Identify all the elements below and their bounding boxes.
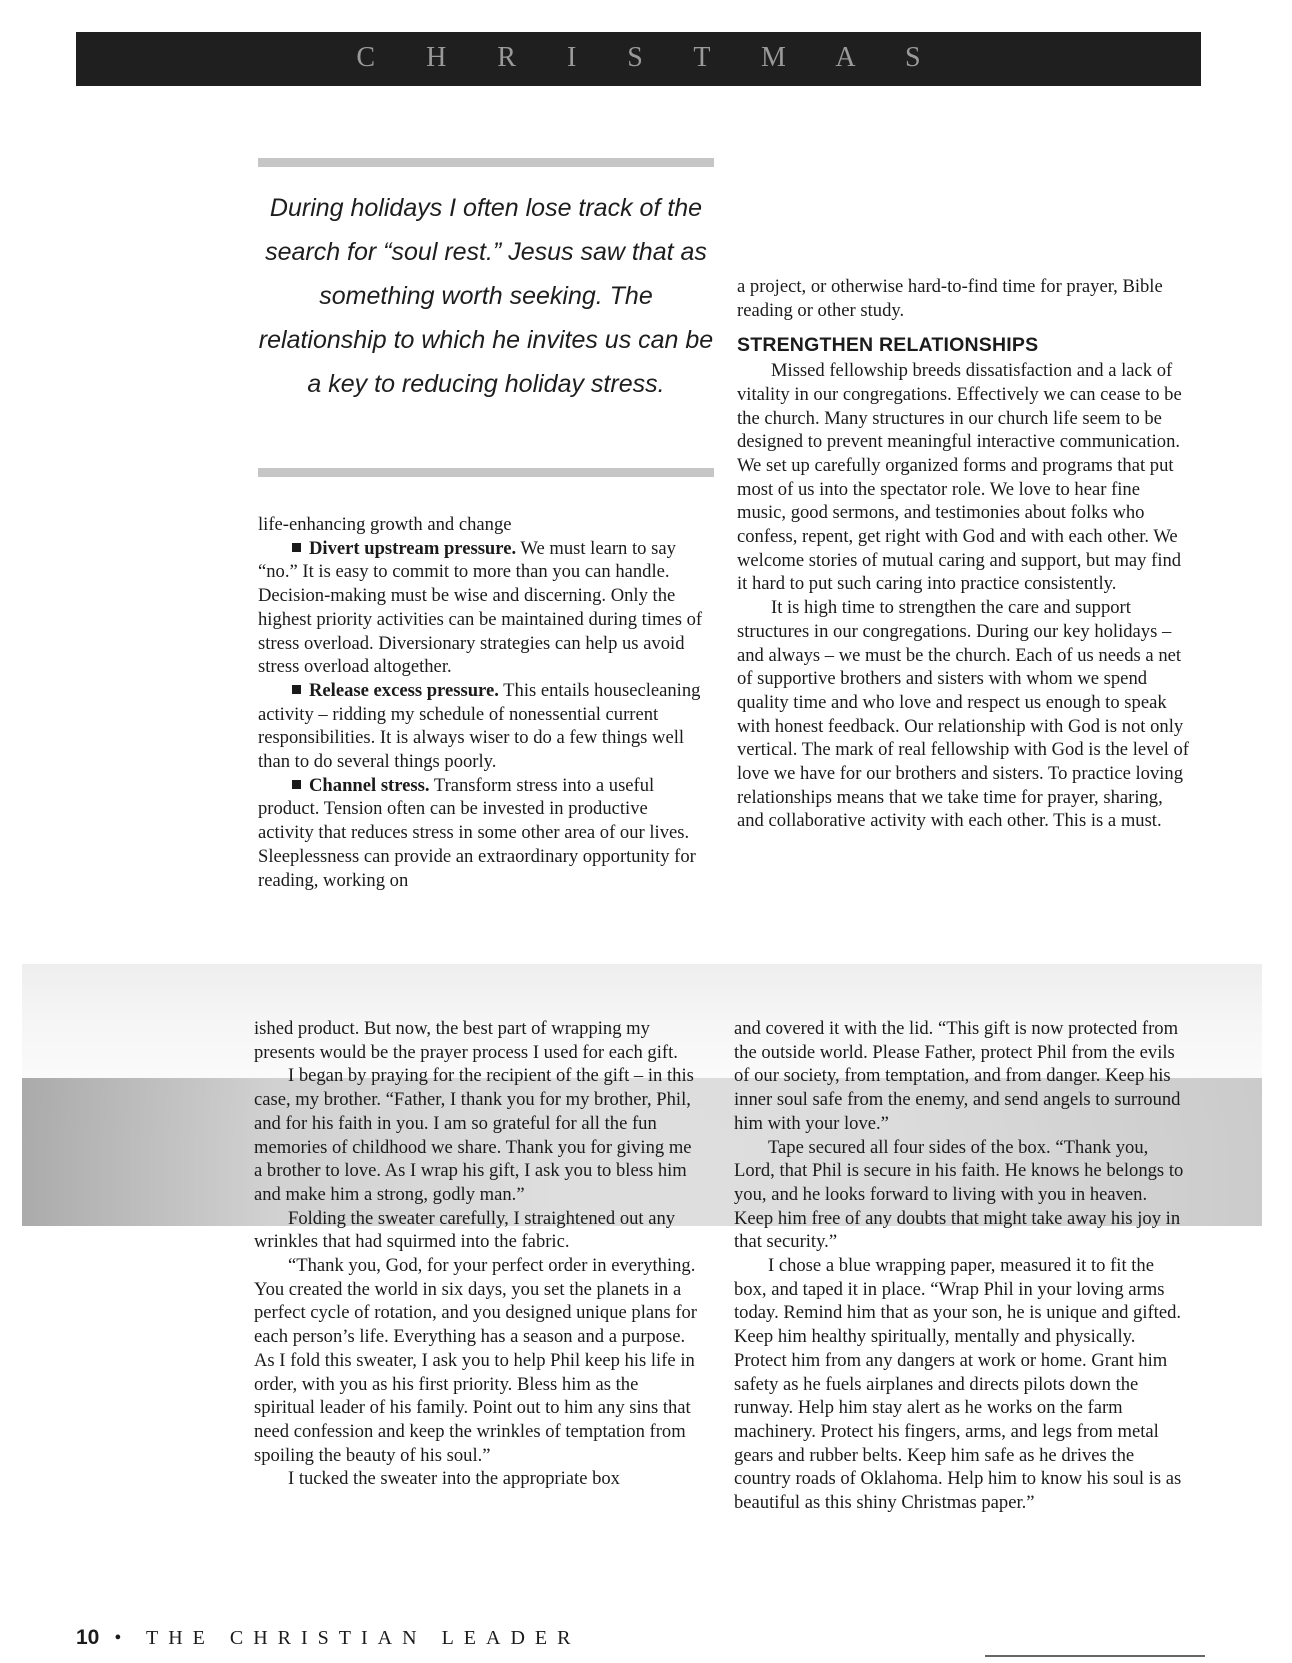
page-number: 10 <box>76 1626 100 1649</box>
footer-rule <box>985 1655 1205 1657</box>
square-bullet-icon <box>292 685 301 694</box>
bullet-text: This entails housecleaning activity – ridding my schedule of nonessential current responsibilities. It is always wiser to do a few things well than to do several things poorly. <box>258 679 701 773</box>
section-banner <box>76 32 1201 86</box>
bullet-divert <box>258 537 704 679</box>
section-heading: STRENGTHEN RELATIONSHIPS <box>737 334 1039 357</box>
paragraph: and covered it with the lid. “This gift is now protected from the outside world. Please Father, protect Phil from the evils of our society, from temptation, and from danger. Keep his inner soul safe from the enemy, and send angels to surround him with your love.” <box>734 1018 1181 1134</box>
footer-separator: • <box>114 1627 132 1649</box>
bullet-label: Channel stress. <box>309 774 430 796</box>
paragraph: I chose a blue wrapping paper, measured it to fit the box, and taped it in place. “Wrap Phil in your loving arms today. Remind him that as your son, he is unique and gifted. Keep him healthy spiritually, mentally and physically. Protect him from any dangers at work or home. Grant him safety as he fuels airplanes and directs pilots down the runway. Help him stay alert as he works on the farm machinery. Protect his fingers, arms, and legs from metal gears and rubber belts. Keep him safe as he drives the country roads of Oklahoma. Help him to know his soul is as beautiful as this shiny Christmas paper.” <box>734 1255 1182 1514</box>
bullet-release <box>258 679 704 774</box>
bullet-label: Release excess pressure. <box>309 679 499 701</box>
paragraph: life-enhancing growth and change <box>258 514 512 535</box>
bullet-label: Divert upstream pressure. <box>309 537 517 559</box>
upper-left-column <box>258 513 704 892</box>
paragraph: I began by praying for the recipient of the gift – in this case, my brother. “Father, I thank you for my brother, Phil, and for his faith in you. I am so grateful for all the fun memories of childhood we share. Thank you for giving me a brother to love. As I wrap his gift, I ask you to bless him and make him a strong, godly man.” <box>254 1065 694 1205</box>
lower-left-column <box>254 1017 700 1491</box>
paragraph: Missed fellowship breeds dissatisfaction and a lack of vitality in our congregations. Effectively we can cease to be the church. Many structures in our church life seem to be designed to prevent meaningful interactive communication. We set up carefully organized forms and programs that put most of us into the spectator role. We love to hear fine music, good sermons, and testimonies about folks who confess, repent, get right with God and with each other. We welcome stories of mutual caring and support, but may find it hard to put such caring into practice consistently. <box>737 360 1182 595</box>
pullquote: During holidays I often lose track of the search for “soul rest.” Jesus saw that as something worth seeking. The relationship to which he invites us can be a key to reducing holiday stress. <box>258 194 714 398</box>
section-title: C H R I S T M A S <box>356 42 943 73</box>
square-bullet-icon <box>292 780 301 789</box>
paragraph: Folding the sweater carefully, I straightened out any wrinkles that had squirmed into the fabric. <box>254 1207 676 1253</box>
paragraph: “Thank you, God, for your perfect order in everything. You created the world in six days, you set the planets in a perfect cycle of rotation, and you designed unique plans for each person’s life. Everything has a season and a purpose. As I fold this sweater, I ask you to help Phil keep his life in order, with you as his first priority. Bless him as the spiritual leader of his family. Point out to him any sins that need confession and keep the wrinkles of temptation from spoiling the beauty of his soul.” <box>254 1255 697 1466</box>
paragraph: ished product. But now, the best part of wrapping my presents would be the prayer process I used for each gift. <box>254 1018 678 1063</box>
bullet-text: Transform stress into a useful product. Tension often can be invested in productive activity that reduces stress in some other area of our lives. Sleeplessness can provide an extraordinary opportunity for reading, working on <box>258 774 696 891</box>
lower-right-column <box>734 1017 1189 1515</box>
square-bullet-icon <box>292 543 301 552</box>
paragraph: a project, or otherwise hard-to-find time for prayer, Bible reading or other study. <box>737 276 1163 321</box>
bullet-channel <box>258 774 704 893</box>
publication-name: THE CHRISTIAN LEADER <box>146 1627 581 1649</box>
paragraph: It is high time to strengthen the care and support structures in our congregations. During our key holidays – and always – we must be the church. Each of us needs a net of supportive brothers and sisters with whom we spend quality time and who love and respect us enough to speak with honest feedback. Our relationship with God is not only vertical. The mark of real fellowship with God is the level of love we have for our brothers and sisters. To practice loving relationships means that we take time for prayer, sharing, and collaborative activity with each other. This is a must. <box>737 597 1189 832</box>
page-footer <box>76 1626 580 1650</box>
pullquote-bottom-rule <box>258 468 714 477</box>
paragraph: Tape secured all four sides of the box. “Thank you, Lord, that Phil is secure in his faith. He knows he belongs to you, and he looks forward to living with you in heaven. Keep him free of any doubts that might take away his joy in that security.” <box>734 1136 1184 1253</box>
pullquote-top-rule <box>258 158 714 167</box>
upper-right-column <box>737 275 1192 833</box>
bullet-text: We must learn to say “no.” It is easy to commit to more than you can handle. Decision-making must be wise and discerning. Only the highest priority activities can be maintained during times of stress overload. Diversionary strategies can help us avoid stress overload altogether. <box>258 537 703 678</box>
paragraph: I tucked the sweater into the appropriate box <box>288 1468 620 1490</box>
